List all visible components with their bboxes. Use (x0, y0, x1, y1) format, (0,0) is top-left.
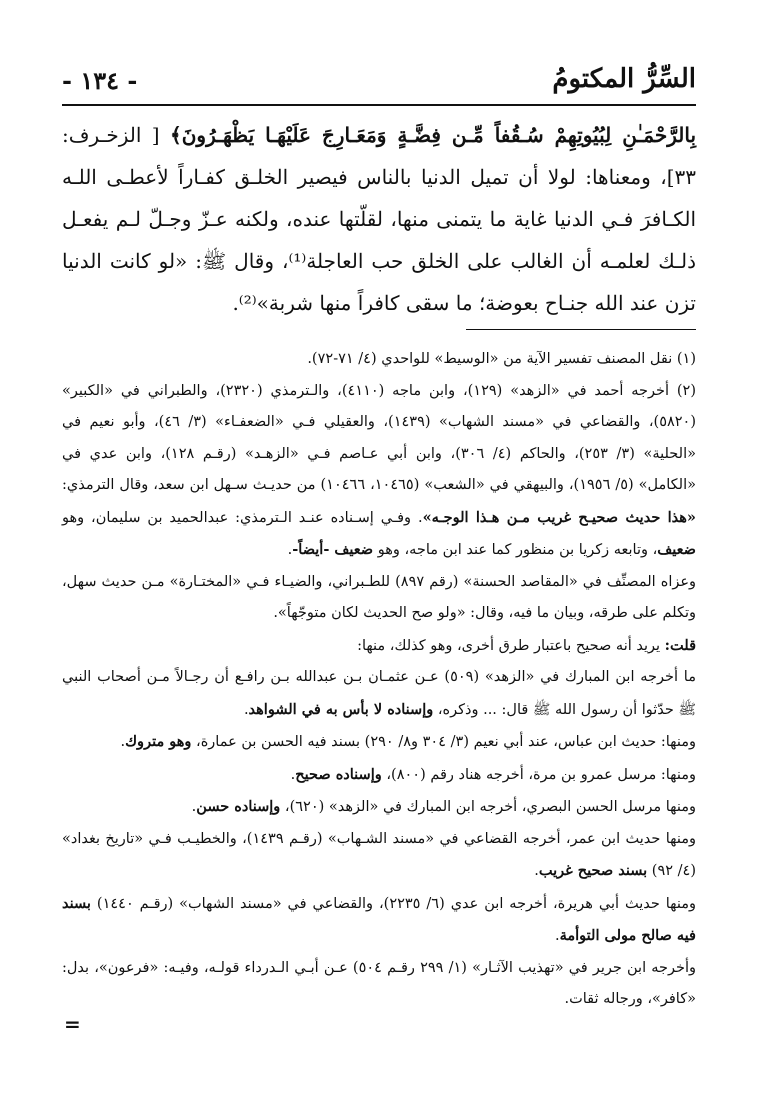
grading: بسند فيه صالح مولى التوأمة (62, 894, 696, 944)
footnote-text: . (120, 734, 126, 750)
footnote-text: . (243, 701, 249, 718)
footnote-paragraph (62, 824, 696, 888)
footnote-text: . (534, 863, 539, 879)
footnote-divider (466, 329, 696, 330)
footnote-text: . (555, 928, 560, 944)
footnote-paragraph (62, 759, 696, 792)
tirmidhi-verdict: «هذا حديث صحيـح غريب مـن هـذا الوجـه» (422, 508, 696, 526)
footnote-paragraph (62, 662, 696, 726)
footnote-1: (١) نقل المصنف تفسير الآية من «الوسيط» للواحدي (٤/ ٧١-٧٢). (307, 351, 696, 367)
verse-reference: [ الزخـرف: ٣٣]، (62, 123, 697, 189)
grading: وإسناده صحيح (295, 765, 382, 783)
page-number: - ١٣٤ - (62, 66, 138, 95)
grading-weak: ضعيف (657, 541, 696, 558)
grading-weak: ضعيف -أيضاً- (292, 541, 374, 558)
footnote-text: ومنها مرسل الحسن البصري، أخرجه ابن المبارك في «الزهد» (٦٢٠)، (280, 799, 696, 815)
book-title: السِّرُّ المكتومُ (552, 64, 696, 94)
grading: وهو متروك (125, 733, 192, 750)
footnote-text: يريد أنه صحيح باعتبار طرق أخرى، وهو كذلك، منها: (357, 637, 665, 654)
grading: بسند صحيح غريب (538, 862, 648, 879)
footnote-text: ومنها: مرسل عمرو بن مرة، أخرجه هناد رقم (٨٠٠)، (381, 766, 696, 783)
footnote-paragraph: وعزاه المصنِّف في «المقاصد الحسنة» (رقم ٨٩٧) للطـبراني، والضيـاء فـي «المختـارة» مـن حديث سهل، وتكلم على طرقه، وبيان ما فيه، وقال: «ولو صح الحديث لكان متوجّهاً». (62, 573, 696, 621)
grading: وإسناده لا بأس به في الشواهد (248, 700, 434, 718)
main-text (62, 114, 696, 324)
footnote-text: . (290, 766, 296, 783)
footnote-2 (62, 376, 696, 567)
qultu-label: قلت: (664, 636, 696, 654)
footnote-2-text: . وفـي إسـناده عنـد الـترمذي: عبدالحميد بن سليمان، وهو (62, 509, 423, 526)
footnote-2-text: ، وتابعه زكريا بن منظور كما عند ابن ماجه، وهو (373, 542, 658, 558)
footnote-paragraph (62, 888, 696, 953)
footnote-paragraph (62, 791, 696, 824)
footnote-text: ومنها حديث ابن عمر، أخرجه القضاعي في «مسند الشـهاب» (رقـم ١٤٣٩)، والخطيـب فـي «تاريخ بغداد» (٤/ ٩٢) (62, 830, 696, 879)
footnote-2-text: (٢) أخرجه أحمد في «الزهد» (١٢٩)، وابن ماجه (٤١١٠)، والـترمذي (٢٣٢٠)، والطبراني في «الكبير» (٥٨٢٠)، والقضاعي في «مسند الشهاب» (١٤٣٩)، والعقيلي فـي «الضعفـاء» (٣/ ٤٦)، وأبو نعيم في «الحلية» (٣/ ٢٥٣)، والحاكم (٤/ ٣٠٦)، وابن أبي عـاصم فـي «الزهـد» (رقـم ١٢٨)، وابن عدي في «الكامل» (٥/ ١٩٥٦)، والبيهقي في «الشعب» (١٠٤٦٥، ١٠٤٦٦) من حديـث سـهل ابن سعد، وقال الترمذي: (62, 382, 697, 493)
footnote-text: ما أخرجه ابن المبارك في «الزهد» (٥٠٩) عـن عثمـان بـن عبدالله بـن رافـع أن رجـالاً مـن أصحاب النبي ﷺ حدّثوا أن رسول الله ﷺ قال: ... وذكره، (62, 669, 696, 718)
header-rule (62, 104, 696, 106)
footnote-paragraph (62, 726, 696, 759)
footnote-2-text: . (287, 542, 293, 558)
footnote-text: . (191, 799, 197, 815)
footnote-text: ومنها: حديث ابن عباس، عند أبي نعيم (٣/ ٣٠٤ و٨/ ٢٩٠) بسند فيه الحسن بن عمارة، (191, 734, 696, 750)
continuation-mark: = (64, 1012, 81, 1036)
footnotes (62, 344, 696, 1016)
main-paragraph: ومعناها: لولا أن تميل الدنيا بالناس فيصير الخلـق كفـاراً لأعطـى اللـه الكـافرَ فـي الدنيا غاية ما يتمنى منها، لقلّتها عنده، ولكنه عـزّ وجـلّ لـم يفعـل ذلـك لعلمـه أن الغالب على الخلق حب العاجلة⁽¹⁾، وقال ﷺ: «لو كانت الدنيا تزن عند الله جنـاح بعوضة؛ ما سقى كافراً منها شربة»⁽²⁾. (62, 165, 696, 315)
quran-verse: بِالرَّحْمَـٰنِ لِبُيُوتِهِمْ سُـقُفاً مِّـن فِضَّـةٍ وَمَعَـارِجَ عَلَيْهَـا يَظْهَـرُونَ﴾ (170, 123, 697, 147)
footnote-text: ومنها حديث أبي هريرة، أخرجه ابن عدي (٦/ ٢٢٣٥)، والقضاعي في «مسند الشهاب» (رقـم ١٤٤٠) (90, 895, 696, 912)
footnote-paragraph: وأخرجه ابن جرير في «تهذيب الآثـار» (١/ ٢٩٩ رقـم ٥٠٤) عـن أبـي الـدرداء قولـه، وفيـه: «فرعون»، بدل: «كافر»، ورجاله ثقات. (62, 959, 696, 1007)
page-header (62, 62, 696, 102)
footnote-paragraph (62, 630, 696, 663)
grading: وإسناده حسن (196, 798, 281, 815)
